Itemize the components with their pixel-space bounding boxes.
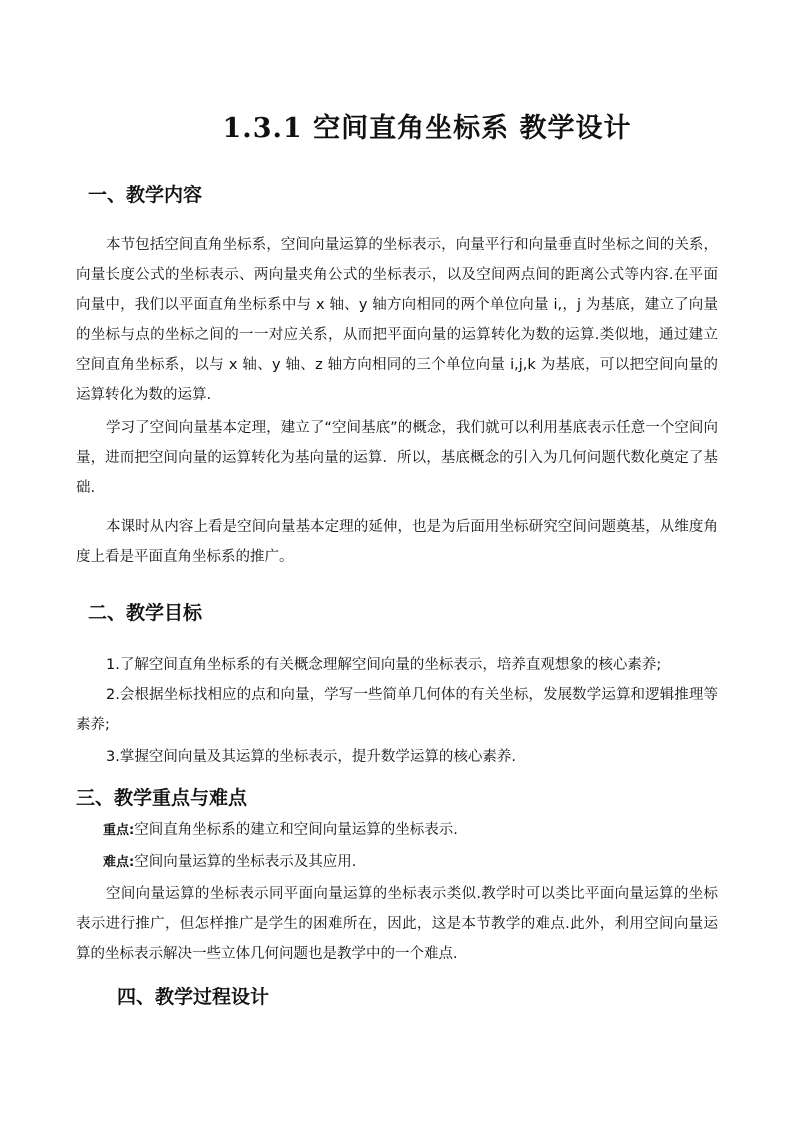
difficulty-label: 难点:: [103, 855, 135, 870]
document-title: 1.3.1 空间直角坐标系 教学设计: [222, 113, 632, 144]
difficulty-text: 空间向量运算的坐标表示及其应用.: [134, 854, 357, 870]
paragraph-content-3: 本课时从内容上看是空间向量基本定理的延伸，也是为后面用坐标研究空间问题奠基，从维度角度上看是平面直角坐标系的推广。: [76, 519, 718, 565]
key-point-text: 空间直角坐标系的建立和空间向量运算的坐标表示.: [134, 822, 458, 838]
section-heading-content: 一、教学内容: [88, 184, 203, 206]
section-heading-key-points: 三、教学重点与难点: [76, 787, 248, 809]
difficulty-line: [103, 847, 356, 878]
key-point-label: 重点:: [103, 823, 135, 838]
paragraph-content-1: 本节包括空间直角坐标系，空间向量运算的坐标表示，向量平行和向量垂直时坐标之间的关系，向量长度公式的坐标表示、两向量夹角公式的坐标表示，以及空间两点间的距离公式等内容.在平面向量中，我们以平面直角坐标系中与 x 轴、y 轴方向相同的两个单位向量 i,，j 为基底，建立了向量的坐标与点的坐标之间的一一对应关系，从而把平面向量的运算转化为数的运算.类似地，通过建立空间直角坐标系，以与 x 轴、y 轴、z 轴方向相同的三个单位向量 i,j,k 为基底，可以把空间向量的运算转化为数的运算.: [76, 237, 718, 403]
paragraph-key-points: 空间向量运算的坐标表示同平面向量运算的坐标表示类似.教学时可以类比平面向量运算的坐标表示进行推广，但怎样推广是学生的困难所在，因此，这是本节教学的难点.此外，利用空间向量运算的坐标表示解决一些立体几何问题也是教学中的一个难点.: [76, 886, 718, 962]
section-heading-process: 四、教学过程设计: [117, 986, 270, 1008]
key-point-line: [103, 815, 458, 846]
objective-3: 3.掌握空间向量及其运算的坐标表示，提升数学运算的核心素养.: [106, 749, 516, 765]
objective-2: 2.会根据坐标找相应的点和向量，学写一些简单几何体的有关坐标，发展数学运算和逻辑推理等素养;: [76, 687, 718, 733]
objective-1: 1.了解空间直角坐标系的有关概念理解空间向量的坐标表示，培养直观想象的核心素养;: [106, 657, 662, 673]
section-heading-objectives: 二、教学目标: [88, 602, 203, 624]
paragraph-content-2: 学习了空间向量基本定理，建立了“空间基底”的概念，我们就可以利用基底表示任意一个空间向量，进而把空间向量的运算转化为基向量的运算．所以，基底概念的引入为几何问题代数化奠定了基础.: [76, 420, 718, 496]
